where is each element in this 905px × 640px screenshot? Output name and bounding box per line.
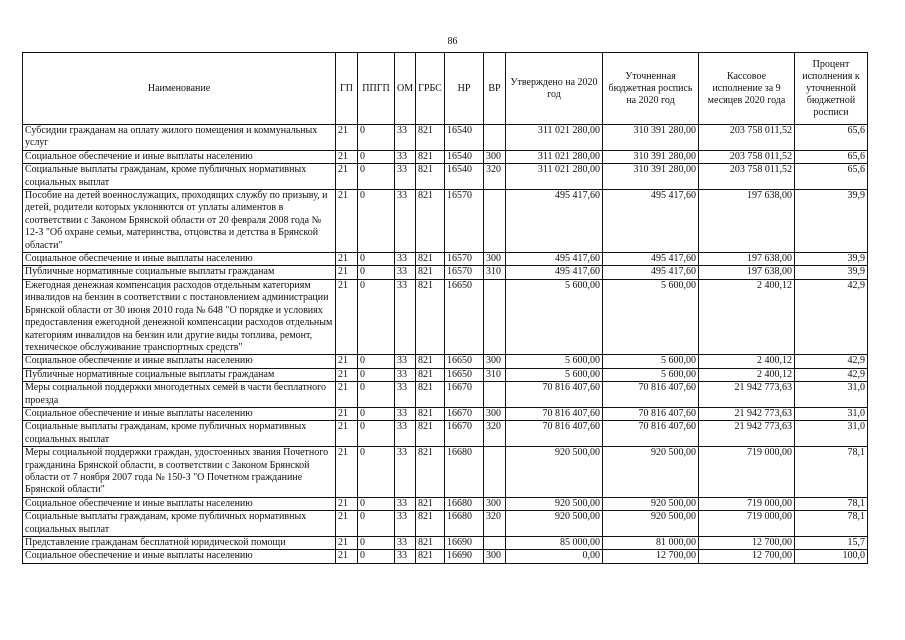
row-gp-cell: 21	[336, 511, 358, 537]
table-row	[23, 447, 868, 498]
row-percent-cell: 39,9	[795, 190, 868, 253]
row-vr-cell: 300	[484, 407, 506, 420]
row-percent-cell: 100,0	[795, 550, 868, 563]
row-executed-cell: 2 400,12	[699, 368, 795, 381]
row-name-cell: Субсидии гражданам на оплату жилого помещения и коммунальных услуг	[23, 125, 336, 151]
table-row	[23, 421, 868, 447]
row-gp-cell: 21	[336, 150, 358, 163]
row-vr-cell: 310	[484, 368, 506, 381]
row-executed-cell: 12 700,00	[699, 537, 795, 550]
row-executed-cell: 197 638,00	[699, 266, 795, 279]
row-ppgp-cell: 0	[358, 511, 395, 537]
row-name-cell: Социальные выплаты гражданам, кроме публичных нормативных социальных выплат	[23, 164, 336, 190]
row-percent-cell: 39,9	[795, 253, 868, 266]
row-nr-cell: 16570	[445, 190, 484, 253]
row-specified-cell: 5 600,00	[603, 355, 699, 368]
row-name-cell: Публичные нормативные социальные выплаты гражданам	[23, 266, 336, 279]
row-specified-cell: 70 816 407,60	[603, 407, 699, 420]
row-nr-cell: 16690	[445, 537, 484, 550]
row-executed-cell: 203 758 011,52	[699, 125, 795, 151]
row-specified-cell: 495 417,60	[603, 266, 699, 279]
row-gp-cell: 21	[336, 497, 358, 510]
row-approved-cell: 920 500,00	[506, 497, 603, 510]
row-grbs-cell: 821	[416, 279, 445, 354]
row-vr-cell	[484, 382, 506, 408]
row-vr-cell: 320	[484, 164, 506, 190]
row-ppgp-cell: 0	[358, 150, 395, 163]
row-gp-cell: 21	[336, 368, 358, 381]
row-gp-cell: 21	[336, 382, 358, 408]
row-specified-cell: 495 417,60	[603, 253, 699, 266]
row-approved-cell: 70 816 407,60	[506, 407, 603, 420]
row-grbs-cell: 821	[416, 537, 445, 550]
row-ppgp-cell: 0	[358, 382, 395, 408]
table-row	[23, 266, 868, 279]
row-approved-cell: 311 021 280,00	[506, 164, 603, 190]
table-row	[23, 497, 868, 510]
row-gp-cell: 21	[336, 125, 358, 151]
row-specified-cell: 310 391 280,00	[603, 164, 699, 190]
row-nr-cell: 16540	[445, 150, 484, 163]
row-om-cell: 33	[395, 421, 416, 447]
row-grbs-cell: 821	[416, 382, 445, 408]
table-row	[23, 537, 868, 550]
row-ppgp-cell: 0	[358, 368, 395, 381]
row-nr-cell: 16570	[445, 253, 484, 266]
row-name-cell: Меры социальной поддержки многодетных семей в части бесплатного проезда	[23, 382, 336, 408]
row-percent-cell: 78,1	[795, 497, 868, 510]
row-ppgp-cell: 0	[358, 537, 395, 550]
header-approved: Утверждено на 2020 год	[506, 53, 603, 125]
header-percent: Процент исполнения к уточненной бюджетной росписи	[795, 53, 868, 125]
row-grbs-cell: 821	[416, 125, 445, 151]
row-approved-cell: 5 600,00	[506, 355, 603, 368]
row-approved-cell: 495 417,60	[506, 266, 603, 279]
row-grbs-cell: 821	[416, 253, 445, 266]
row-approved-cell: 5 600,00	[506, 368, 603, 381]
row-ppgp-cell: 0	[358, 266, 395, 279]
row-om-cell: 33	[395, 550, 416, 563]
row-approved-cell: 920 500,00	[506, 511, 603, 537]
row-approved-cell: 495 417,60	[506, 190, 603, 253]
row-grbs-cell: 821	[416, 355, 445, 368]
row-nr-cell: 16680	[445, 447, 484, 498]
row-nr-cell: 16650	[445, 279, 484, 354]
row-specified-cell: 5 600,00	[603, 279, 699, 354]
row-om-cell: 33	[395, 266, 416, 279]
row-grbs-cell: 821	[416, 266, 445, 279]
row-vr-cell: 320	[484, 421, 506, 447]
row-approved-cell: 70 816 407,60	[506, 421, 603, 447]
row-nr-cell: 16670	[445, 407, 484, 420]
row-om-cell: 33	[395, 253, 416, 266]
row-percent-cell: 31,0	[795, 421, 868, 447]
row-ppgp-cell: 0	[358, 190, 395, 253]
row-percent-cell: 42,9	[795, 368, 868, 381]
row-vr-cell	[484, 279, 506, 354]
row-percent-cell: 31,0	[795, 382, 868, 408]
row-approved-cell: 5 600,00	[506, 279, 603, 354]
row-name-cell: Публичные нормативные социальные выплаты гражданам	[23, 368, 336, 381]
row-om-cell: 33	[395, 407, 416, 420]
row-specified-cell: 310 391 280,00	[603, 150, 699, 163]
row-nr-cell: 16650	[445, 368, 484, 381]
table-row	[23, 407, 868, 420]
row-grbs-cell: 821	[416, 407, 445, 420]
row-gp-cell: 21	[336, 355, 358, 368]
row-name-cell: Социальное обеспечение и иные выплаты населению	[23, 355, 336, 368]
row-name-cell: Социальное обеспечение и иные выплаты населению	[23, 550, 336, 563]
header-gp: ГП	[336, 53, 358, 125]
row-om-cell: 33	[395, 279, 416, 354]
row-nr-cell: 16690	[445, 550, 484, 563]
row-vr-cell	[484, 537, 506, 550]
row-specified-cell: 81 000,00	[603, 537, 699, 550]
row-name-cell: Социальное обеспечение и иные выплаты населению	[23, 150, 336, 163]
row-specified-cell: 920 500,00	[603, 447, 699, 498]
row-executed-cell: 21 942 773,63	[699, 421, 795, 447]
row-percent-cell: 65,6	[795, 150, 868, 163]
row-specified-cell: 920 500,00	[603, 497, 699, 510]
row-percent-cell: 78,1	[795, 511, 868, 537]
row-vr-cell: 320	[484, 511, 506, 537]
page-number: 86	[447, 36, 458, 47]
row-om-cell: 33	[395, 511, 416, 537]
table-row	[23, 355, 868, 368]
row-grbs-cell: 821	[416, 447, 445, 498]
row-name-cell: Социальное обеспечение и иные выплаты населению	[23, 253, 336, 266]
row-nr-cell: 16570	[445, 266, 484, 279]
row-gp-cell: 21	[336, 447, 358, 498]
row-percent-cell: 65,6	[795, 125, 868, 151]
row-specified-cell: 70 816 407,60	[603, 382, 699, 408]
row-om-cell: 33	[395, 190, 416, 253]
row-grbs-cell: 821	[416, 190, 445, 253]
row-executed-cell: 197 638,00	[699, 190, 795, 253]
row-om-cell: 33	[395, 382, 416, 408]
row-grbs-cell: 821	[416, 164, 445, 190]
row-om-cell: 33	[395, 164, 416, 190]
row-vr-cell: 300	[484, 355, 506, 368]
row-grbs-cell: 821	[416, 497, 445, 510]
row-name-cell: Представление гражданам бесплатной юридической помощи	[23, 537, 336, 550]
row-percent-cell: 15,7	[795, 537, 868, 550]
table-row	[23, 125, 868, 151]
row-specified-cell: 12 700,00	[603, 550, 699, 563]
row-ppgp-cell: 0	[358, 497, 395, 510]
header-grbs: ГРБС	[416, 53, 445, 125]
row-grbs-cell: 821	[416, 550, 445, 563]
row-gp-cell: 21	[336, 537, 358, 550]
row-vr-cell: 300	[484, 550, 506, 563]
row-gp-cell: 21	[336, 279, 358, 354]
header-vr: ВР	[484, 53, 506, 125]
row-om-cell: 33	[395, 497, 416, 510]
row-nr-cell: 16540	[445, 164, 484, 190]
row-percent-cell: 39,9	[795, 266, 868, 279]
table-row	[23, 368, 868, 381]
row-executed-cell: 21 942 773,63	[699, 407, 795, 420]
row-percent-cell: 78,1	[795, 447, 868, 498]
header-nr: НР	[445, 53, 484, 125]
row-approved-cell: 70 816 407,60	[506, 382, 603, 408]
row-name-cell: Пособие на детей военнослужащих, проходящих службу по призыву, и детей, родители которых уклоняются от уплаты алиментов в соответствии с Законом Брянской области от 20 февраля 2008 года № 12-З "Об охране семьи, материнства, отцовства и детства в Брянской области"	[23, 190, 336, 253]
table-row	[23, 550, 868, 563]
row-executed-cell: 197 638,00	[699, 253, 795, 266]
row-gp-cell: 21	[336, 266, 358, 279]
row-executed-cell: 12 700,00	[699, 550, 795, 563]
row-approved-cell: 311 021 280,00	[506, 125, 603, 151]
table-row	[23, 511, 868, 537]
header-executed: Кассовое исполнение за 9 месяцев 2020 года	[699, 53, 795, 125]
row-specified-cell: 495 417,60	[603, 190, 699, 253]
header-name: Наименование	[23, 53, 336, 125]
row-gp-cell: 21	[336, 164, 358, 190]
table-row	[23, 190, 868, 253]
row-vr-cell: 300	[484, 150, 506, 163]
row-vr-cell: 310	[484, 266, 506, 279]
row-nr-cell: 16670	[445, 421, 484, 447]
row-vr-cell	[484, 125, 506, 151]
row-gp-cell: 21	[336, 421, 358, 447]
row-nr-cell: 16680	[445, 497, 484, 510]
row-om-cell: 33	[395, 368, 416, 381]
budget-table	[22, 52, 868, 564]
row-approved-cell: 85 000,00	[506, 537, 603, 550]
row-name-cell: Социальное обеспечение и иные выплаты населению	[23, 497, 336, 510]
row-ppgp-cell: 0	[358, 355, 395, 368]
row-approved-cell: 920 500,00	[506, 447, 603, 498]
row-executed-cell: 2 400,12	[699, 279, 795, 354]
header-ppgp: ППГП	[358, 53, 395, 125]
row-gp-cell: 21	[336, 407, 358, 420]
table-row	[23, 253, 868, 266]
row-executed-cell: 2 400,12	[699, 355, 795, 368]
row-nr-cell: 16670	[445, 382, 484, 408]
row-nr-cell: 16540	[445, 125, 484, 151]
row-specified-cell: 920 500,00	[603, 511, 699, 537]
row-gp-cell: 21	[336, 190, 358, 253]
row-ppgp-cell: 0	[358, 125, 395, 151]
row-vr-cell: 300	[484, 497, 506, 510]
row-gp-cell: 21	[336, 253, 358, 266]
row-executed-cell: 719 000,00	[699, 511, 795, 537]
row-executed-cell: 21 942 773,63	[699, 382, 795, 408]
row-executed-cell: 719 000,00	[699, 497, 795, 510]
table-row	[23, 382, 868, 408]
row-om-cell: 33	[395, 125, 416, 151]
table-row	[23, 164, 868, 190]
row-ppgp-cell: 0	[358, 279, 395, 354]
row-grbs-cell: 821	[416, 150, 445, 163]
row-name-cell: Социальные выплаты гражданам, кроме публичных нормативных социальных выплат	[23, 511, 336, 537]
row-om-cell: 33	[395, 537, 416, 550]
row-grbs-cell: 821	[416, 368, 445, 381]
row-grbs-cell: 821	[416, 421, 445, 447]
row-specified-cell: 70 816 407,60	[603, 421, 699, 447]
table-row	[23, 279, 868, 354]
row-percent-cell: 31,0	[795, 407, 868, 420]
row-vr-cell: 300	[484, 253, 506, 266]
header-om: ОМ	[395, 53, 416, 125]
row-vr-cell	[484, 190, 506, 253]
row-executed-cell: 203 758 011,52	[699, 164, 795, 190]
row-percent-cell: 65,6	[795, 164, 868, 190]
row-om-cell: 33	[395, 150, 416, 163]
row-name-cell: Социальное обеспечение и иные выплаты населению	[23, 407, 336, 420]
row-specified-cell: 5 600,00	[603, 368, 699, 381]
table-header-row	[23, 53, 868, 125]
row-executed-cell: 203 758 011,52	[699, 150, 795, 163]
row-name-cell: Меры социальной поддержки граждан, удостоенных звания Почетного гражданина Брянской области, в соответствии с Законом Брянской области от 7 ноября 2007 года № 150-З "О Почетном гражданине Брянской области"	[23, 447, 336, 498]
header-specified: Уточненная бюджетная роспись на 2020 год	[603, 53, 699, 125]
row-ppgp-cell: 0	[358, 550, 395, 563]
row-nr-cell: 16650	[445, 355, 484, 368]
row-ppgp-cell: 0	[358, 407, 395, 420]
table-row	[23, 150, 868, 163]
row-ppgp-cell: 0	[358, 253, 395, 266]
row-om-cell: 33	[395, 355, 416, 368]
row-ppgp-cell: 0	[358, 164, 395, 190]
row-vr-cell	[484, 447, 506, 498]
row-approved-cell: 495 417,60	[506, 253, 603, 266]
row-executed-cell: 719 000,00	[699, 447, 795, 498]
row-gp-cell: 21	[336, 550, 358, 563]
row-approved-cell: 311 021 280,00	[506, 150, 603, 163]
row-name-cell: Ежегодная денежная компенсация расходов отдельным категориям инвалидов на бензин в соответствии с постановлением администрации Брянской области от 30 июня 2010 года № 648 "О порядке и условиях предоставления ежегодной денежной компенсации расходов отдельным категориям инвалидов на бензин или другие виды топлива, ремонт, техническое обслуживание транспортных средств"	[23, 279, 336, 354]
row-percent-cell: 42,9	[795, 355, 868, 368]
row-approved-cell: 0,00	[506, 550, 603, 563]
row-om-cell: 33	[395, 447, 416, 498]
row-specified-cell: 310 391 280,00	[603, 125, 699, 151]
row-name-cell: Социальные выплаты гражданам, кроме публичных нормативных социальных выплат	[23, 421, 336, 447]
row-percent-cell: 42,9	[795, 279, 868, 354]
row-grbs-cell: 821	[416, 511, 445, 537]
row-ppgp-cell: 0	[358, 421, 395, 447]
row-ppgp-cell: 0	[358, 447, 395, 498]
row-nr-cell: 16680	[445, 511, 484, 537]
